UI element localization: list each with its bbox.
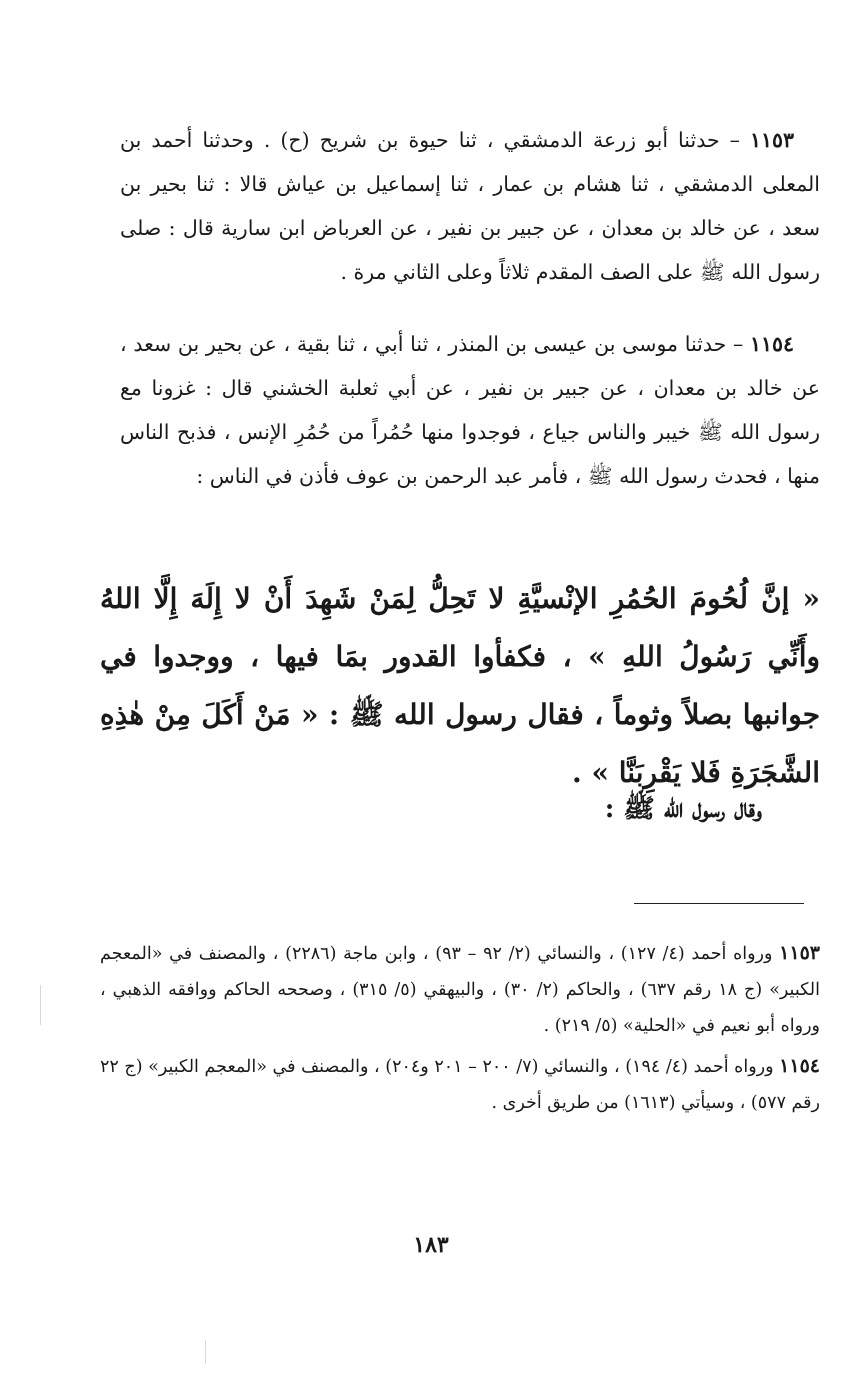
footnote-text: ورواه أحمد (٤/ ١٢٧) ، والنسائي (٢/ ٩٢ – ٩٣) ، وابن ماجة (٢٢٨٦) ، والمصنف في «المعجم الكبير» (ج ١٨ رقم ٦٣٧) ، والحاكم (٢/ ٣٠) ، والبيهقي (٥/ ٣١٥) ، وصححه الحاكم ووافقه الذهبي ، ورواه أبو نعيم في «الحلية» (٥/ ٢١٩) . <box>100 944 820 1036</box>
footnote-1154 <box>100 1048 820 1121</box>
page-number: ١٨٣ <box>413 1232 449 1258</box>
hadith-text: – حدثنا موسى بن عيسى بن المنذر ، ثنا أبي ، ثنا بقية ، عن بحير بن سعد ، عن خالد بن معدان ، عن جبير بن نفير ، عن أبي ثعلبة الخشني قال : غزونا مع رسول الله ﷺ خيبر والناس جياع ، فوجدوا منها حُمُراً من حُمُرِ الإنس ، فذبح الناس منها ، فحدث رسول الله ﷺ ، فأمر عبد الرحمن بن عوف فأذن في الناس : <box>120 332 820 488</box>
footnote-text: ورواه أحمد (٤/ ١٩٤) ، والنسائي (٧/ ٢٠٠ – ٢٠١ و٢٠٤) ، والمصنف في «المعجم الكبير» (ج ٢٢ رقم ٥٧٧) ، وسيأتي (١٦١٣) من طريق أخرى . <box>100 1057 820 1113</box>
hadith-1154 <box>120 322 820 498</box>
hadith-text: – حدثنا أبو زرعة الدمشقي ، ثنا حيوة بن شريح (ح) . وحدثنا أحمد بن المعلى الدمشقي ، ثنا هشام بن عمار ، ثنا إسماعيل بن عياش قالا : ثنا بحير بن سعد ، عن خالد بن معدان ، عن جبير بن نفير ، عن العرباض ابن سارية قال : صلى رسول الله ﷺ على الصف المقدم ثلاثاً وعلى الثاني مرة . <box>120 128 820 284</box>
hadith-paragraph <box>120 118 820 294</box>
scan-edge-mark <box>205 1340 206 1364</box>
footnote-number: ١١٥٤ <box>779 1055 820 1077</box>
hadith-number: ١١٥٤ <box>749 332 794 356</box>
closing-line: وقال رسول الله ﷺ : <box>604 794 762 824</box>
scan-edge-mark <box>40 985 41 1025</box>
hadith-number: ١١٥٣ <box>749 128 794 152</box>
hadith-paragraph <box>120 322 820 498</box>
prophetic-quote: « إنَّ لُحُومَ الحُمُرِ الإنْسيَّةِ لا تَحِلُّ لِمَنْ شَهِدَ أَنْ لا إِلَهَ إِلَّا اللهُ وأَنِّي رَسُولُ اللهِ » ، فكفأوا القدور بمَا فيها ، ووجدوا في جوانبها بصلاً وثوماً ، فقال رسول الله ﷺ : « مَنْ أَكَلَ مِنْ هٰذِهِ الشَّجَرَةِ فَلا يَقْرِبَنَّا » . <box>100 582 820 789</box>
hadith-1153 <box>120 118 820 294</box>
footnote-1153 <box>100 935 820 1044</box>
footnotes <box>100 935 820 1125</box>
footnote-separator <box>634 903 804 904</box>
footnote-number: ١١٥٣ <box>779 942 820 964</box>
